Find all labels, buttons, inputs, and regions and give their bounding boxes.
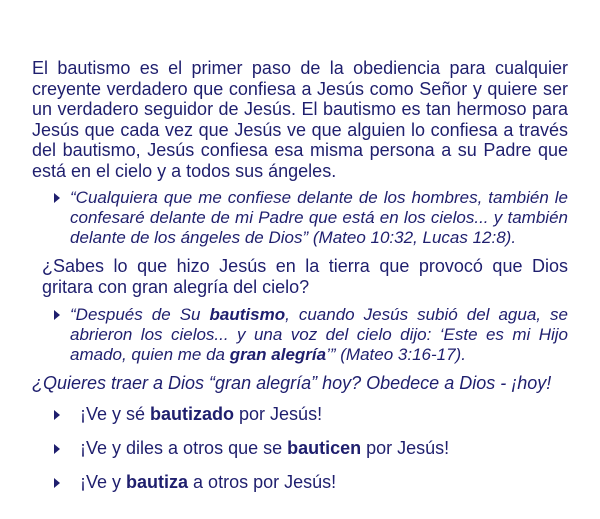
action-post: por Jesús! bbox=[234, 403, 323, 424]
chevron-right-icon bbox=[54, 410, 60, 420]
question-paragraph: ¿Sabes lo que hizo Jesús en la tierra que provocó que Dios gritara con gran alegría del cielo? bbox=[42, 256, 568, 297]
action-pre: ¡Ve y sé bbox=[80, 403, 151, 424]
quote-1: “Cualquiera que me confiese delante de los hombres, también le confesaré delante de mi Padre que está en los cielos... y también delante de los ángeles de Dios” (Mateo 10:32, Lucas 12:8). bbox=[70, 188, 568, 247]
action-text bbox=[80, 404, 568, 425]
action-pre: ¡Ve y diles a otros que se bbox=[80, 437, 288, 458]
quote-block-2 bbox=[32, 305, 568, 365]
chevron-right-icon bbox=[54, 478, 60, 488]
quote-2-bold-b: gran alegría bbox=[229, 345, 327, 364]
document-body bbox=[32, 58, 568, 494]
action-post: por Jesús! bbox=[361, 437, 450, 458]
chevron-right-icon bbox=[54, 444, 60, 454]
action-post: a otros por Jesús! bbox=[188, 471, 337, 492]
quote-2-text-c: ’” (Mateo 3:16-17). bbox=[326, 345, 466, 364]
action-pre: ¡Ve y bbox=[80, 471, 127, 492]
quote-block-1 bbox=[32, 188, 568, 248]
quote-2-text-b: , cuando Jesús subió del agua, se abrieron los cielos... y una voz del cielo dijo: ‘Este es mi Hijo amado, quien me da bbox=[70, 305, 568, 364]
intro-paragraph: El bautismo es el primer paso de la obediencia para cualquier creyente verdadero que confiesa a Jesús como Señor y quiere ser un verdadero seguidor de Jesús. El bautismo es tan hermoso para Jesús que cada vez que Jesús ve que alguien lo confiesa a través del bautismo, Jesús confiesa esa misma persona a su Padre que está en el cielo y a todos sus ángeles. bbox=[32, 58, 568, 181]
chevron-right-icon bbox=[54, 310, 60, 320]
chevron-right-icon bbox=[54, 193, 60, 203]
action-item bbox=[32, 404, 568, 426]
action-bold: bautizado bbox=[150, 403, 235, 424]
action-item bbox=[32, 472, 568, 494]
quote-2-bold-a: bautismo bbox=[209, 305, 286, 324]
action-bold: bauticen bbox=[287, 437, 362, 458]
action-text bbox=[80, 472, 568, 493]
action-text bbox=[80, 438, 568, 459]
quote-2 bbox=[70, 305, 568, 365]
action-bold: bautiza bbox=[126, 471, 189, 492]
quote-2-text-a: “Después de Su bbox=[70, 305, 210, 324]
call-to-action: ¿Quieres traer a Dios “gran alegría” hoy? Obedece a Dios - ¡hoy! bbox=[32, 373, 552, 393]
action-item bbox=[32, 438, 568, 460]
